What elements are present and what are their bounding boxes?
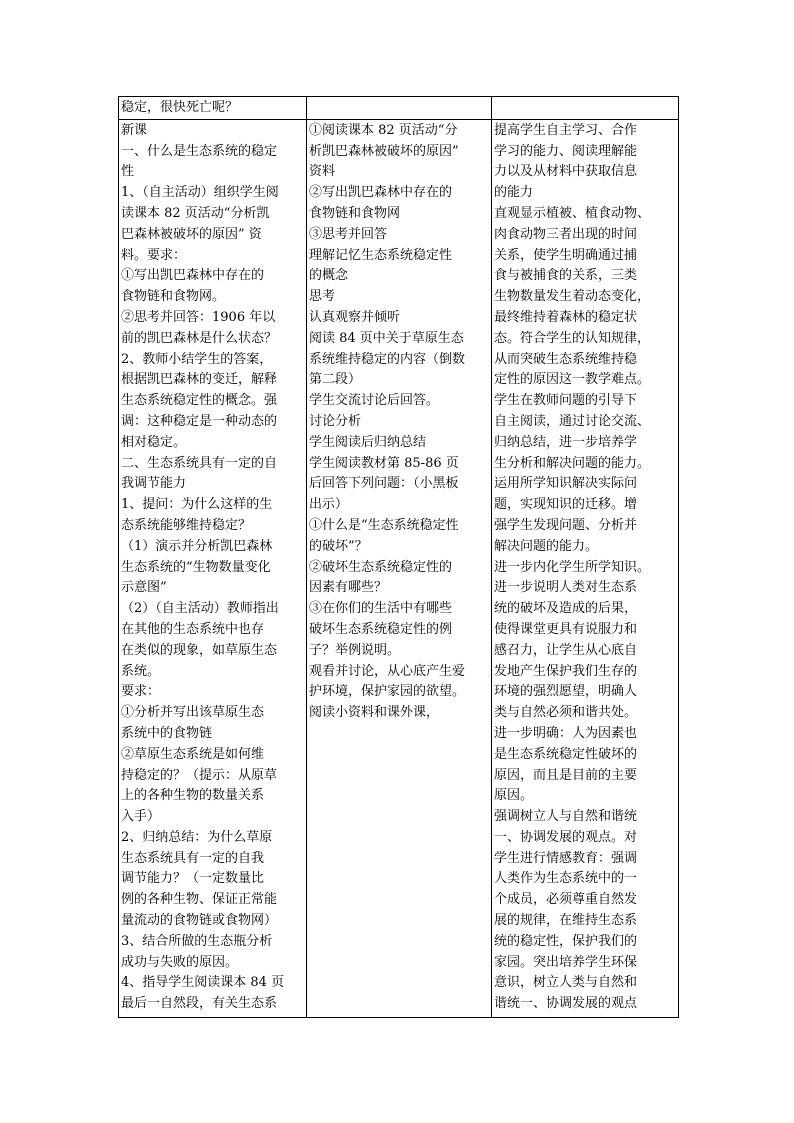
text-line: 二、生态系统具有一定的自 — [121, 455, 278, 471]
text-line: 食与被捕食的关系，三类 — [494, 268, 638, 284]
text-line: 理解记忆生态系统稳定性 — [309, 247, 453, 263]
text-line: 资料 — [309, 164, 336, 180]
text-line: 观看并讨论，从心底产生爱 — [309, 663, 466, 679]
text-line: 环境的强烈愿望，明确人 — [494, 684, 638, 700]
student-activity-cell — [307, 119, 492, 1017]
text-line: 肉食动物三者出现的时间 — [494, 226, 638, 242]
text-line: 强学生发现问题、分析并 — [494, 517, 638, 533]
text-line: 强调树立人与自然和谐统 — [494, 809, 638, 825]
text-line: 在其他的生态系统中也存 — [121, 621, 265, 637]
text-line: 入手） — [121, 809, 161, 825]
text-line: 学生交流讨论后回答。 — [309, 393, 440, 409]
text-line: 意识，树立人类与自然和 — [494, 975, 638, 991]
text-line: 学生在教师问题的引导下 — [494, 393, 638, 409]
text-line: 进一步说明人类对生态系 — [494, 580, 638, 596]
text-line: 生态系统具有一定的自我 — [121, 850, 265, 866]
text-line: 破坏生态系统稳定性的例 — [309, 621, 453, 637]
text-line: 学生阅读教材第 85-86 页 — [309, 455, 459, 471]
text-line: 巴森林被破坏的原因” 资 — [121, 226, 262, 242]
text-line: 食物链和食物网 — [309, 205, 401, 221]
table-row — [119, 119, 679, 1017]
text-line: 的破坏”？ — [309, 538, 368, 554]
text-line: 人类作为生态系统中的一 — [494, 871, 638, 887]
text-line: 4、指导学生阅读课本 84 页 — [121, 975, 285, 991]
text-line: ③在你们的生活中有哪些 — [309, 601, 453, 617]
text-line: ②思考并回答：1906 年以 — [121, 309, 276, 325]
text-line: 系统中的食物链 — [121, 725, 213, 741]
text-line: ②草原生态系统是如何维 — [121, 746, 265, 762]
text-line: 前的凯巴森林是什么状态？ — [121, 330, 278, 346]
text-line: 稳定，很快死亡呢？ — [121, 100, 239, 115]
lesson-plan-table — [118, 96, 679, 1018]
document-page — [118, 96, 676, 1018]
text-line: 一、什么是生态系统的稳定 — [121, 143, 278, 159]
text-line: ②破坏生态系统稳定性的 — [309, 559, 453, 575]
text-line: 要求： — [121, 684, 161, 700]
text-line: 成功与失败的原因。 — [121, 954, 239, 970]
text-line: 根据凯巴森林的变迁，解释 — [121, 372, 278, 388]
text-line: 我调节能力 — [121, 476, 187, 492]
text-line: 家园。突出培养学生环保 — [494, 954, 638, 970]
text-line: 出示） — [309, 497, 349, 513]
text-line: 讨论分析 — [309, 413, 362, 429]
text-line: 最后一自然段，有关生态系 — [121, 996, 278, 1012]
text-line: 发地产生保护我们生存的 — [494, 663, 638, 679]
text-line: 学习的能力、阅读理解能 — [494, 143, 638, 159]
text-line: 读课本 82 页活动“分析凯 — [121, 205, 270, 221]
text-line: 食物链和食物网。 — [121, 289, 226, 305]
text-line: 个成员，必须尊重自然发 — [494, 892, 638, 908]
text-line: 运用所学知识解决实际问 — [494, 476, 638, 492]
table-row — [119, 97, 679, 120]
text-line: 因素有哪些？ — [309, 580, 388, 596]
text-line: 认真观察并倾听 — [309, 309, 401, 325]
text-line: 使得课堂更具有说服力和 — [494, 621, 638, 637]
text-line: 生态系统的“生物数量变化 — [121, 559, 271, 575]
text-line: 从而突破生态系统维持稳 — [494, 351, 638, 367]
text-line: 生分析和解决问题的能力。 — [494, 455, 651, 471]
text-line: 例的各种生物、保证正常能 — [121, 892, 278, 908]
text-line: 原因，而且是目前的主要 — [494, 767, 638, 783]
text-line: 性 — [121, 164, 135, 180]
text-line: （1）演示并分析凯巴森林 — [121, 538, 273, 554]
text-line: 上的各种生物的数量关系 — [121, 788, 265, 804]
design-intent-cell — [492, 119, 679, 1017]
text-line: 自主阅读，通过讨论交流、 — [494, 413, 651, 429]
text-line: 感召力，让学生从心底自 — [494, 642, 638, 658]
text-line: 一、协调发展的观点。对 — [494, 829, 638, 845]
text-line: 析凯巴森林被破坏的原因” — [309, 143, 459, 159]
text-line: 阅读小资料和课外课， — [309, 705, 440, 721]
text-line: 2、归纳总结：为什么草原 — [121, 829, 273, 845]
teacher-activity-cell — [119, 119, 307, 1017]
text-line: 的概念 — [309, 268, 349, 284]
text-line: 学生阅读后归纳总结 — [309, 434, 427, 450]
text-line: 第二段） — [309, 372, 362, 388]
text-line: 料。要求： — [121, 247, 187, 263]
text-line: 思考 — [309, 289, 336, 305]
text-line: 护环境，保护家园的欲望。 — [309, 684, 466, 700]
text-line: ②写出凯巴森林中存在的 — [309, 185, 453, 201]
text-line: ①阅读课本 82 页活动“分 — [309, 122, 458, 138]
text-line: ①写出凯巴森林中存在的 — [121, 268, 265, 284]
text-line: ③思考并回答 — [309, 226, 388, 242]
text-line: 的能力 — [494, 185, 534, 201]
text-line: 力以及从材料中获取信息 — [494, 164, 638, 180]
text-line: （2）（自主活动）教师指出 — [121, 601, 279, 617]
text-line: 后回答下列问题：（小黑板 — [309, 476, 459, 492]
text-line: 提高学生自主学习、合作 — [494, 122, 638, 138]
text-line: 是生态系统稳定性破坏的 — [494, 746, 638, 762]
text-line: 谐统一、协调发展的观点 — [494, 996, 638, 1012]
text-line: 调节能力？（一定数量比 — [121, 871, 265, 887]
text-line: 新课 — [121, 122, 148, 138]
student-activity-cell — [307, 97, 492, 120]
text-line: 1、（自主活动）组织学生阅 — [121, 185, 279, 201]
text-line: ①分析并写出该草原生态 — [121, 705, 265, 721]
text-line: 态系统能够维持稳定？ — [121, 517, 252, 533]
text-line: 题，实现知识的迁移。增 — [494, 497, 638, 513]
text-line: 量流动的食物链或食物网） — [121, 913, 278, 929]
text-line: 相对稳定。 — [121, 434, 187, 450]
text-line: 最终维持着森林的稳定状 — [494, 309, 638, 325]
text-line: 阅读 84 页中关于草原生态 — [309, 330, 464, 346]
text-line: 持稳定的？（提示：从原草 — [121, 767, 278, 783]
teacher-activity-cell — [119, 97, 307, 120]
text-line: 统的破坏及造成的后果， — [494, 601, 638, 617]
text-line: 原因。 — [494, 788, 534, 804]
text-line: 系统。 — [121, 663, 161, 679]
text-line: 进一步明确：人为因素也 — [494, 725, 638, 741]
design-intent-cell — [492, 97, 679, 120]
text-line: 解决问题的能力。 — [494, 538, 599, 554]
text-line: 展的规律，在维持生态系 — [494, 913, 638, 929]
text-line: 系统维持稳定的内容（倒数 — [309, 351, 466, 367]
text-line: 学生进行情感教育：强调 — [494, 850, 638, 866]
text-line: 调：这种稳定是一种动态的 — [121, 413, 278, 429]
text-line: 统的稳定性，保护我们的 — [494, 933, 638, 949]
text-line: ①什么是“生态系统稳定性 — [309, 517, 459, 533]
text-line: 生态系统稳定性的概念。强 — [121, 393, 278, 409]
text-line: 生物数量发生着动态变化， — [494, 289, 651, 305]
text-line: 归纳总结，进一步培养学 — [494, 434, 638, 450]
text-line: 示意图” — [121, 580, 167, 596]
text-line: 类与自然必须和谐共处。 — [494, 705, 638, 721]
text-line: 3、结合所做的生态瓶分析 — [121, 933, 273, 949]
text-line: 进一步内化学生所学知识。 — [494, 559, 651, 575]
text-line: 直观显示植被、植食动物、 — [494, 205, 651, 221]
text-line: 定性的原因这一教学难点。 — [494, 372, 651, 388]
text-line: 在类似的现象，如草原生态 — [121, 642, 278, 658]
text-line: 关系，使学生明确通过捕 — [494, 247, 638, 263]
text-line: 2、教师小结学生的答案， — [121, 351, 273, 367]
text-line: 态。符合学生的认知规律， — [494, 330, 651, 346]
text-line: 1、提问：为什么这样的生 — [121, 497, 273, 513]
text-line: 子？举例说明。 — [309, 642, 401, 658]
